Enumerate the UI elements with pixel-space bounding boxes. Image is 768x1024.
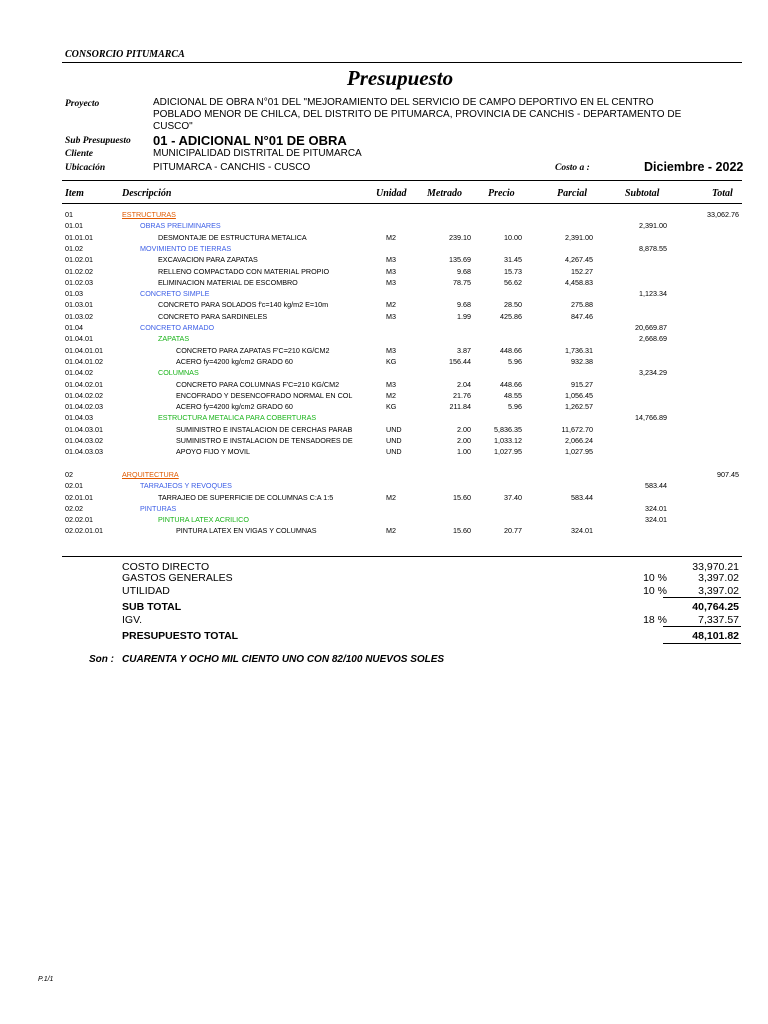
- row-unidad: M3: [386, 379, 396, 389]
- row-precio: 5.96: [508, 356, 522, 366]
- row-item: 01.04.01: [65, 334, 93, 344]
- table-row: [0, 470, 768, 481]
- row-subtotal: 2,668.69: [639, 334, 667, 344]
- costo-directo-label: COSTO DIRECTO: [122, 561, 210, 573]
- row-description: TARRAJEOS Y REVOQUES: [140, 481, 232, 491]
- col-precio: Precio: [488, 188, 515, 199]
- row-description: EXCAVACION PARA ZAPATAS: [158, 255, 258, 265]
- row-description: COLUMNAS: [158, 368, 199, 378]
- subtotal-label: SUB TOTAL: [122, 601, 182, 613]
- table-row: [0, 504, 768, 515]
- row-item: 01.04.02: [65, 368, 93, 378]
- row-subtotal: 8,878.55: [639, 243, 667, 253]
- row-subtotal: 20,669.87: [635, 323, 667, 332]
- row-item: 01.02: [65, 243, 83, 253]
- header-rule: [62, 62, 742, 63]
- company-name: CONSORCIO PITUMARCA: [65, 49, 185, 60]
- row-description: OBRAS PRELIMINARES: [140, 221, 221, 231]
- subpresupuesto-label: Sub Presupuesto: [65, 136, 131, 146]
- row-metrado: 9.68: [457, 266, 471, 276]
- row-precio: 1,033.12: [494, 436, 522, 445]
- row-parcial: 324.01: [571, 526, 593, 536]
- row-precio: 20.77: [504, 526, 522, 536]
- row-description: SUMINISTRO E INSTALACION DE CERCHAS PARAB: [176, 424, 353, 434]
- row-parcial: 1,736.31: [565, 345, 593, 355]
- page-title: Presupuesto: [346, 66, 454, 90]
- table-row: [0, 481, 768, 492]
- row-item: 01.04.03.03: [65, 447, 103, 457]
- row-description: MOVIMIENTO DE TIERRAS: [140, 243, 232, 253]
- row-metrado: 2.00: [457, 436, 471, 445]
- row-precio: 5.96: [508, 402, 522, 412]
- row-metrado: 9.68: [457, 300, 471, 310]
- row-item: 01.04.03.02: [65, 436, 103, 445]
- row-unidad: M3: [386, 255, 396, 265]
- row-precio: 15.73: [504, 266, 522, 276]
- row-item: 01.04.03: [65, 413, 93, 423]
- row-metrado: 78.75: [453, 277, 471, 287]
- row-subtotal: 3,234.29: [639, 368, 667, 378]
- row-unidad: M3: [386, 311, 396, 321]
- son-text: CUARENTA Y OCHO MIL CIENTO UNO CON 82/100 NUEVOS SOLES: [122, 654, 445, 665]
- row-description: RELLENO COMPACTADO CON MATERIAL PROPIO: [158, 266, 330, 276]
- row-parcial: 915.27: [571, 379, 593, 389]
- row-subtotal: 324.01: [645, 503, 667, 513]
- subtotal-value: 40,764.25: [692, 601, 739, 613]
- row-subtotal: 14,766.89: [635, 413, 667, 423]
- row-unidad: M2: [386, 526, 396, 536]
- row-description: ESTRUCTURAS: [122, 210, 176, 219]
- table-row: [0, 515, 768, 526]
- utilidad-pct: 10 %: [643, 585, 667, 597]
- row-precio: 10.00: [504, 232, 522, 242]
- row-subtotal: 583.44: [645, 481, 667, 491]
- row-item: 01.04.01.02: [65, 356, 103, 366]
- row-metrado: 1.99: [457, 311, 471, 321]
- row-metrado: 3.87: [457, 345, 471, 355]
- row-metrado: 156.44: [449, 356, 471, 366]
- row-parcial: 1,027.95: [565, 447, 593, 457]
- table-row: [0, 436, 768, 447]
- son-label: Son :: [89, 654, 114, 665]
- table-row: [0, 368, 768, 379]
- row-unidad: UND: [386, 436, 402, 445]
- row-total: 907.45: [717, 469, 739, 479]
- row-precio: 1,027.95: [494, 447, 522, 457]
- subtotal-rule: [663, 597, 741, 598]
- table-row: [0, 391, 768, 402]
- row-precio: 448.66: [500, 379, 522, 389]
- row-item: 01.02.01: [65, 255, 93, 265]
- row-description: ENCOFRADO Y DESENCOFRADO NORMAL EN COL: [176, 390, 353, 400]
- row-precio: 5,836.35: [494, 424, 522, 434]
- row-description: ELIMINACION MATERIAL DE ESCOMBRO: [158, 277, 298, 287]
- table-row: [0, 312, 768, 323]
- row-description: DESMONTAJE DE ESTRUCTURA METALICA: [158, 232, 307, 242]
- row-parcial: 1,056.45: [565, 390, 593, 400]
- table-row: [0, 300, 768, 311]
- columns-top-rule: [62, 180, 742, 181]
- row-description: PINTURA LATEX EN VIGAS Y COLUMNAS: [176, 526, 317, 536]
- table-row: [0, 447, 768, 458]
- row-description: CONCRETO PARA SOLADOS f'c=140 kg/m2 E=10m: [158, 300, 329, 310]
- row-metrado: 2.00: [457, 424, 471, 434]
- table-row: [0, 493, 768, 504]
- total-label: PRESUPUESTO TOTAL: [122, 630, 239, 642]
- row-metrado: 211.84: [449, 402, 471, 412]
- row-item: 01.04: [65, 323, 83, 332]
- cliente-label: Cliente: [65, 149, 93, 159]
- table-row: [0, 425, 768, 436]
- proyecto-label: Proyecto: [65, 99, 100, 109]
- row-description: CONCRETO PARA COLUMNAS F'C=210 KG/CM2: [176, 379, 340, 389]
- ubicacion-value: PITUMARCA - CANCHIS - CUSCO: [153, 162, 311, 173]
- row-unidad: M2: [386, 300, 396, 310]
- page-number: P.1/1: [38, 976, 54, 983]
- row-metrado: 15.60: [453, 492, 471, 502]
- table-row: [0, 346, 768, 357]
- columns-bottom-rule: [62, 203, 742, 204]
- table-row: [0, 526, 768, 537]
- subpresupuesto-value: 01 - ADICIONAL N°01 DE OBRA: [153, 133, 347, 148]
- row-precio: 48.55: [504, 390, 522, 400]
- col-total: Total: [712, 188, 733, 199]
- total-bottom-rule: [663, 643, 741, 644]
- row-unidad: M3: [386, 266, 396, 276]
- row-description: ACERO fy=4200 kg/cm2 GRADO 60: [176, 402, 293, 412]
- row-subtotal: 2,391.00: [639, 221, 667, 231]
- gastos-pct: 10 %: [643, 572, 667, 584]
- row-item: 01.03: [65, 289, 83, 299]
- row-unidad: UND: [386, 447, 402, 457]
- summary-top-rule: [62, 556, 742, 557]
- row-parcial: 4,267.45: [565, 255, 593, 265]
- row-item: 02.01: [65, 481, 83, 491]
- row-precio: 37.40: [504, 492, 522, 502]
- row-description: APOYO FIJO Y MOVIL: [176, 447, 251, 457]
- table-row: [0, 210, 768, 221]
- row-unidad: UND: [386, 424, 402, 434]
- row-item: 01: [65, 210, 73, 219]
- table-row: [0, 244, 768, 255]
- table-row: [0, 380, 768, 391]
- total-value: 48,101.82: [692, 630, 739, 642]
- row-precio: 56.62: [504, 277, 522, 287]
- row-metrado: 15.60: [453, 526, 471, 536]
- row-metrado: 1.00: [457, 447, 471, 457]
- row-item: 01.02.03: [65, 277, 93, 287]
- row-total: 33,062.76: [707, 210, 739, 219]
- row-parcial: 2,066.24: [565, 436, 593, 445]
- cliente-value: MUNICIPALIDAD DISTRITAL DE PITUMARCA: [153, 148, 362, 159]
- row-item: 02.02.01: [65, 515, 93, 525]
- row-description: ARQUITECTURA: [122, 469, 179, 479]
- row-unidad: M2: [386, 232, 396, 242]
- table-row: [0, 323, 768, 334]
- ubicacion-label: Ubicación: [65, 163, 106, 173]
- col-item: Item: [65, 188, 84, 199]
- row-description: ESTRUCTURA METALICA PARA COBERTURAS: [158, 413, 317, 423]
- row-parcial: 152.27: [571, 266, 593, 276]
- row-metrado: 239.10: [449, 232, 471, 242]
- igv-value: 7,337.57: [698, 614, 739, 626]
- row-item: 01.02.02: [65, 266, 93, 276]
- table-row: [0, 255, 768, 266]
- row-description: ZAPATAS: [158, 334, 190, 344]
- igv-label: IGV.: [122, 614, 143, 626]
- row-subtotal: 1,123.34: [639, 289, 667, 299]
- row-unidad: KG: [386, 402, 397, 412]
- row-unidad: M2: [386, 390, 396, 400]
- total-rule: [663, 626, 741, 627]
- row-item: 01.03.01: [65, 300, 93, 310]
- table-row: [0, 402, 768, 413]
- row-item: 02: [65, 469, 73, 479]
- row-precio: 31.45: [504, 255, 522, 265]
- table-row: [0, 233, 768, 244]
- row-parcial: 1,262.57: [565, 402, 593, 412]
- row-item: 02.02: [65, 503, 83, 513]
- row-metrado: 21.76: [453, 390, 471, 400]
- row-description: CONCRETO PARA ZAPATAS F'C=210 KG/CM2: [176, 345, 330, 355]
- row-description: PINTURAS: [140, 503, 177, 513]
- col-subtotal: Subtotal: [625, 188, 660, 199]
- col-metrado: Metrado: [427, 188, 462, 199]
- row-item: 01.01: [65, 221, 83, 231]
- gastos-value: 3,397.02: [698, 572, 739, 584]
- col-unidad: Unidad: [376, 188, 407, 199]
- row-description: CONCRETO ARMADO: [140, 323, 215, 332]
- row-precio: 448.66: [500, 345, 522, 355]
- proyecto-value: ADICIONAL DE OBRA N°01 DEL "MEJORAMIENTO DEL SERVICIO DE CAMPO DEPORTIVO EN EL CENTRO POBLADO MENOR DE CHILCA, DEL DISTRITO DE PITUMARCA, PROVINCIA DE CANCHIS - DEPARTAMENTO DE CUSCO": [153, 97, 682, 132]
- gastos-label: GASTOS GENERALES: [122, 572, 233, 584]
- table-row: [0, 334, 768, 345]
- row-description: ACERO fy=4200 kg/cm2 GRADO 60: [176, 356, 293, 366]
- row-item: 01.04.02.03: [65, 402, 103, 412]
- row-parcial: 847.46: [571, 311, 593, 321]
- igv-pct: 18 %: [643, 614, 667, 626]
- row-item: 01.01.01: [65, 232, 93, 242]
- row-precio: 425.86: [500, 311, 522, 321]
- row-metrado: 2.04: [457, 379, 471, 389]
- row-item: 01.04.02.01: [65, 379, 103, 389]
- row-parcial: 4,458.83: [565, 277, 593, 287]
- row-unidad: KG: [386, 356, 397, 366]
- row-description: PINTURA LATEX ACRILICO: [158, 515, 249, 525]
- table-row: [0, 357, 768, 368]
- table-spacer: [0, 459, 768, 470]
- row-item: 01.04.02.02: [65, 390, 103, 400]
- row-item: 01.04.03.01: [65, 424, 103, 434]
- row-item: 01.04.01.01: [65, 345, 103, 355]
- table-row: [0, 267, 768, 278]
- row-item: 01.03.02: [65, 311, 93, 321]
- row-parcial: 932.38: [571, 356, 593, 366]
- row-unidad: M2: [386, 492, 396, 502]
- row-description: SUMINISTRO E INSTALACION DE TENSADORES DE: [176, 436, 353, 445]
- row-description: CONCRETO SIMPLE: [140, 289, 210, 299]
- row-description: CONCRETO PARA SARDINELES: [158, 311, 268, 321]
- table-row: [0, 278, 768, 289]
- row-subtotal: 324.01: [645, 515, 667, 525]
- row-item: 02.01.01: [65, 492, 93, 502]
- utilidad-value: 3,397.02: [698, 585, 739, 597]
- col-parcial: Parcial: [557, 188, 587, 199]
- costo-directo-value: 33,970.21: [692, 561, 739, 573]
- costo-fecha: Diciembre - 2022: [644, 160, 744, 174]
- row-item: 02.02.01.01: [65, 526, 103, 536]
- row-metrado: 135.69: [449, 255, 471, 265]
- table-row: [0, 413, 768, 424]
- row-precio: 28.50: [504, 300, 522, 310]
- row-parcial: 583.44: [571, 492, 593, 502]
- utilidad-label: UTILIDAD: [122, 585, 170, 597]
- costo-label: Costo a :: [555, 163, 590, 173]
- table-row: [0, 289, 768, 300]
- row-parcial: 2,391.00: [565, 232, 593, 242]
- row-unidad: M3: [386, 277, 396, 287]
- table-row: [0, 221, 768, 232]
- row-description: TARRAJEO DE SUPERFICIE DE COLUMNAS C:A 1:5: [158, 492, 334, 502]
- col-descripcion: Descripción: [122, 188, 172, 199]
- row-parcial: 275.88: [571, 300, 593, 310]
- row-parcial: 11,672.70: [561, 424, 593, 434]
- row-unidad: M3: [386, 345, 396, 355]
